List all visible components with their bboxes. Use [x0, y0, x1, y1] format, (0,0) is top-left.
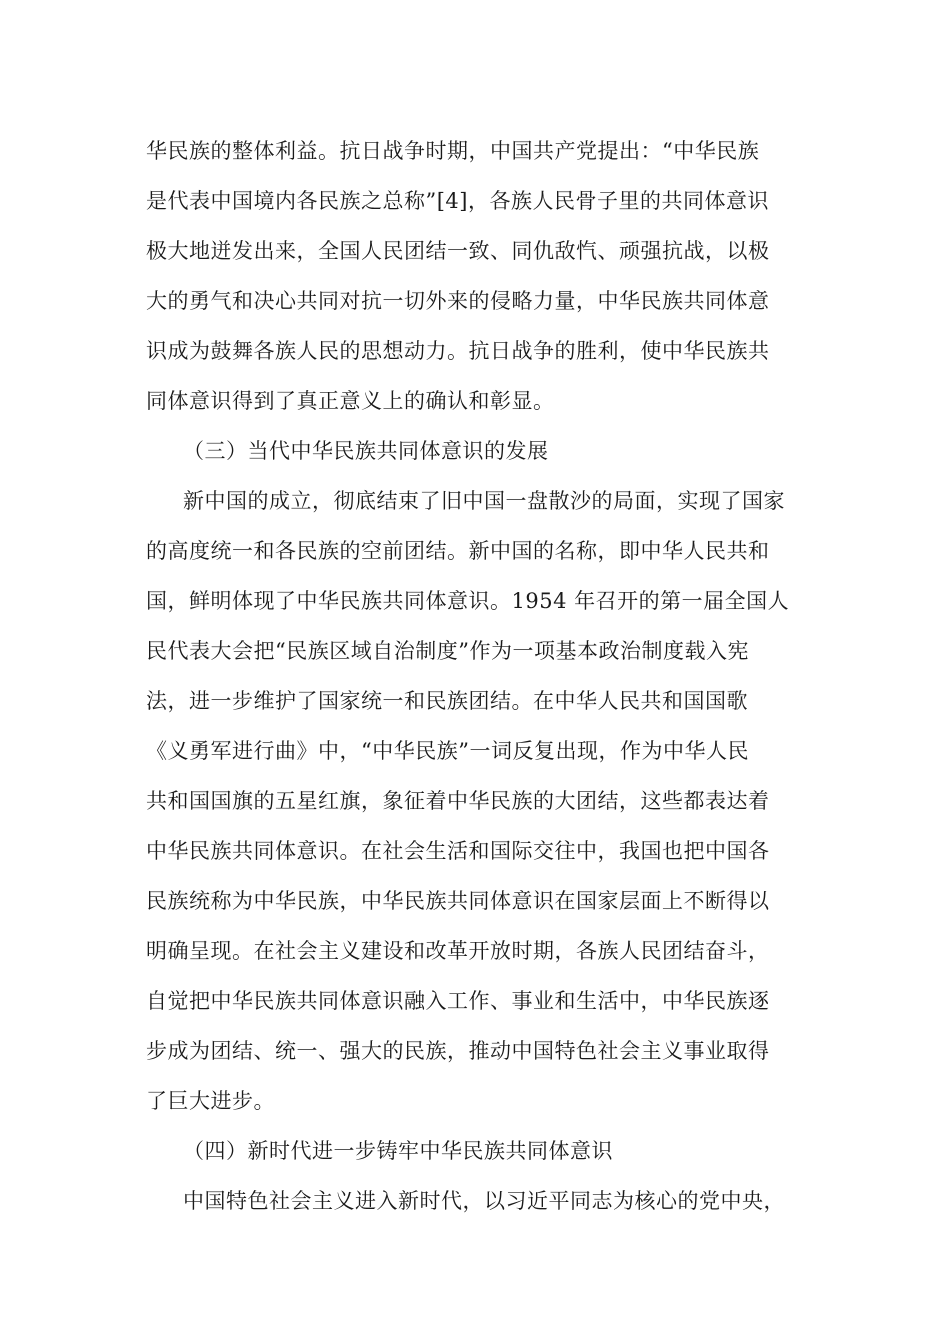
paragraph-line: 大的勇气和决心共同对抗一切外来的侵略力量，中华民族共同体意 [146, 289, 770, 313]
paragraph-line: 华民族的整体利益。抗日战争时期，中国共产党提出：“中华民族 [146, 139, 760, 163]
paragraph-line: 新中国的成立，彻底结束了旧中国一盘散沙的局面，实现了国家 [183, 489, 785, 513]
paragraph-line: 步成为团结、统一、强大的民族，推动中国特色社会主义事业取得 [146, 1039, 770, 1063]
paragraph-line: 民族统称为中华民族，中华民族共同体意识在国家层面上不断得以 [146, 889, 770, 913]
section-heading: （三）当代中华民族共同体意识的发展 [183, 439, 549, 463]
paragraph-line: 法，进一步维护了国家统一和民族团结。在中华人民共和国国歌 [146, 689, 748, 713]
paragraph-line: 国，鲜明体现了中华民族共同体意识。1954 年召开的第一届全国人 [146, 589, 790, 613]
paragraph-line: 民代表大会把“民族区域自治制度”作为一项基本政治制度载入宪 [146, 639, 749, 663]
paragraph-line: 了巨大进步。 [146, 1089, 275, 1113]
section-heading: （四）新时代进一步铸牢中华民族共同体意识 [183, 1139, 613, 1163]
paragraph-line: 《义勇军进行曲》中，“中华民族”一词反复出现，作为中华人民 [146, 739, 749, 763]
paragraph-line: 自觉把中华民族共同体意识融入工作、事业和生活中，中华民族逐 [146, 989, 770, 1013]
paragraph-line: 共和国国旗的五星红旗，象征着中华民族的大团结，这些都表达着 [146, 789, 770, 813]
paragraph-line: 中国特色社会主义进入新时代，以习近平同志为核心的党中央， [183, 1189, 785, 1213]
paragraph-line: 明确呈现。在社会主义建设和改革开放时期，各族人民团结奋斗， [146, 939, 770, 963]
paragraph-line: 中华民族共同体意识。在社会生活和国际交往中，我国也把中国各 [146, 839, 770, 863]
paragraph-line: 极大地迸发出来，全国人民团结一致、同仇敌忾、顽强抗战，以极 [146, 239, 770, 263]
paragraph-line: 识成为鼓舞各族人民的思想动力。抗日战争的胜利，使中华民族共 [146, 339, 770, 363]
paragraph-line: 是代表中国境内各民族之总称”[4]，各族人民骨子里的共同体意识 [146, 189, 769, 213]
paragraph-line: 同体意识得到了真正意义上的确认和彰显。 [146, 389, 555, 413]
paragraph-line: 的高度统一和各民族的空前团结。新中国的名称，即中华人民共和 [146, 539, 770, 563]
